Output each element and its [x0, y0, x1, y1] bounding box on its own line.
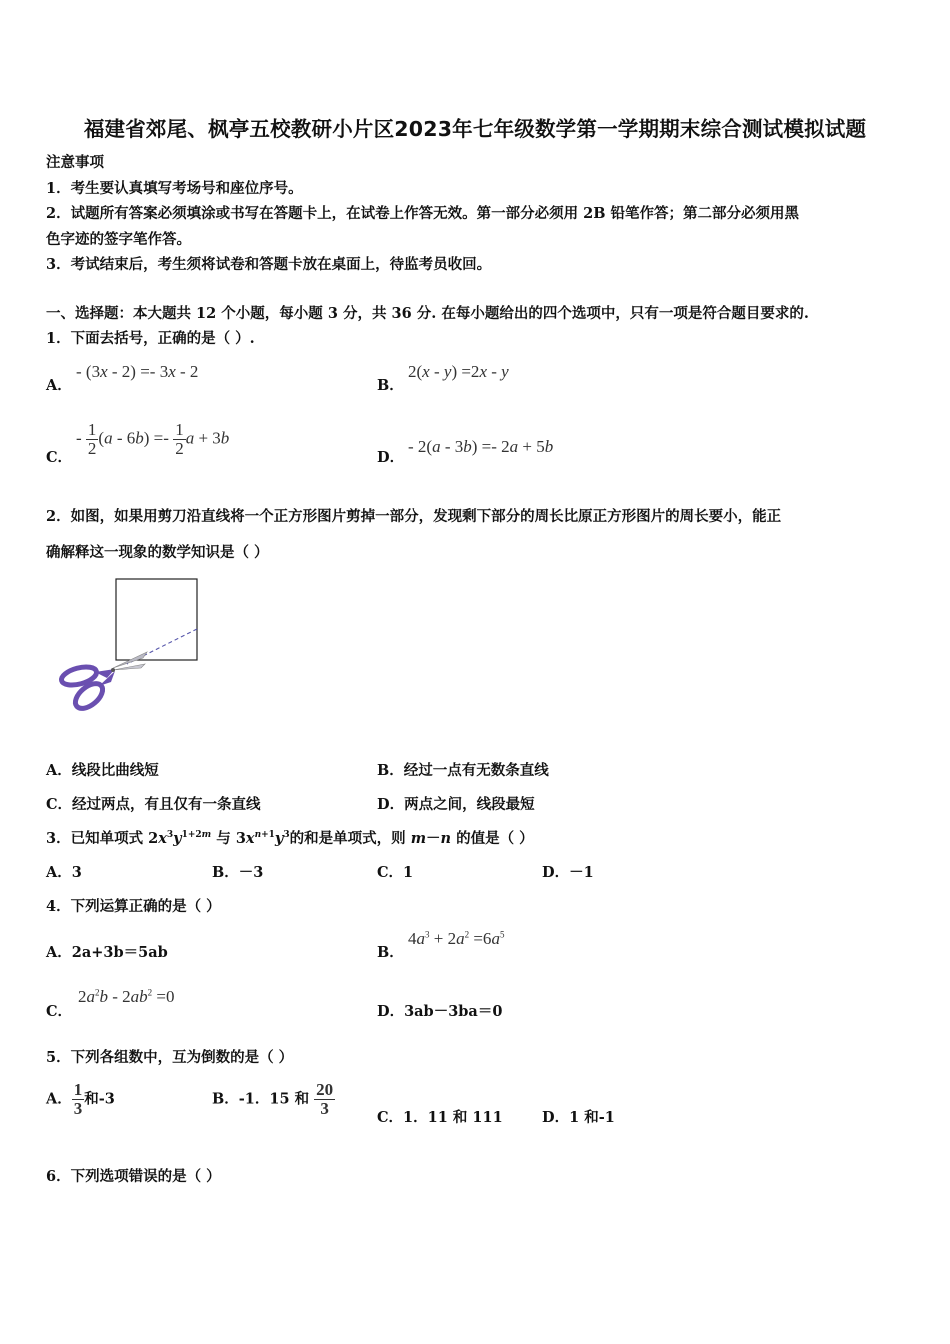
q4-option-c-expr: $2a^2b - 2ab^2 =0$ — [78, 987, 175, 1006]
q6-stem: 6．下列选项错误的是（ ） — [46, 1168, 221, 1185]
q1-option-c-label: C． — [46, 449, 73, 466]
q1-option-d-expr: - 2(a - 3b) =- 2a + 5b — [408, 437, 554, 456]
q3-option-c: C．1 — [377, 864, 414, 881]
page-title: 福建省郊尾、枫亭五校教研小片区2023年七年级数学第一学期期末综合测试模拟试题 — [83, 117, 867, 141]
fraction-half: $\frac{1}{2}$ — [87, 420, 97, 458]
q3-option-a: A．3 — [46, 864, 82, 881]
q3-option-d: D．－1 — [542, 864, 594, 881]
q4-option-b-expr: $4a^3 + 2a^2 =6a^5$ — [408, 929, 505, 948]
q1-option-b-expr: 2(x - y) =2x - y — [408, 362, 509, 381]
q5-stem: 5．下列各组数中，互为倒数的是（ ） — [46, 1049, 294, 1066]
q2-option-a: A．线段比曲线短 — [46, 762, 159, 779]
notice-item-1: 1．考生要认真填写考场号和座位序号。 — [46, 180, 303, 197]
q1-option-c-expr: - $\frac{1}{2}$ (a - 6b) =- $\frac{1}{2}$ a + 3b — [76, 420, 230, 458]
q5-option-b: B．-1．15 和 $\frac{20}{3}$ — [212, 1080, 334, 1118]
q2-option-b: B．经过一点有无数条直线 — [377, 762, 549, 779]
q2-option-c: C．经过两点，有且仅有一条直线 — [46, 796, 261, 813]
q4-option-a: A．2a+3b＝5ab — [46, 944, 168, 961]
fraction-half: $\frac{1}{2}$ — [175, 420, 184, 458]
notice-item-3: 3．考试结束后，考生须将试卷和答题卡放在桌面上，待监考员收回。 — [46, 256, 492, 273]
q1-option-a-label: A． — [46, 377, 72, 394]
q3-stem: 3．已知单项式 $2x^3y^{1+2m}$ 与 $3x^{n+1}y^3$的和是单项式，则 m－n 的值是（ ） — [46, 830, 534, 847]
q2-option-d: D．两点之间，线段最短 — [377, 796, 535, 813]
q2-stem-line1: 2．如图，如果用剪刀沿直线将一个正方形图片剪掉一部分，发现剩下部分的周长比原正方形图片的周长要小，能正 — [46, 508, 782, 525]
q1-stem: 1．下面去括号，正确的是（ ）. — [46, 330, 255, 347]
q4-stem: 4．下列运算正确的是（ ） — [46, 898, 221, 915]
notice-item-2-cont: 色字迹的签字笔作答。 — [46, 231, 191, 248]
q4-option-d: D．3ab－3ba＝0 — [377, 1003, 503, 1020]
q5-option-a: A． $\frac{1}{3}$ 和-3 — [46, 1080, 115, 1118]
q1-option-a-expr: - (3x - 2) =- 3x - 2 — [76, 362, 199, 381]
q5-option-c: C．1．11 和 111 — [377, 1109, 503, 1126]
notice-item-2: 2．试题所有答案必须填涂或书写在答题卡上，在试卷上作答无效。第一部分必须用 2B 铅笔作答；第二部分必须用黑 — [46, 205, 800, 222]
q1-option-b-label: B． — [377, 377, 404, 394]
fraction-twenty-thirds: $\frac{20}{3}$ — [316, 1080, 334, 1118]
square-shape — [116, 579, 197, 660]
q5-option-d: D．1 和-1 — [542, 1109, 615, 1126]
section-heading: 一、选择题：本大题共 12 个小题，每小题 3 分，共 36 分. 在每小题给出的四个选项中，只有一项是符合题目要求的. — [46, 305, 809, 322]
notice-heading: 注意事项 — [46, 154, 104, 171]
q2-stem-line2: 确解释这一现象的数学知识是（ ） — [46, 544, 269, 561]
scissors-icon — [60, 652, 147, 713]
fraction-one-third: $\frac{1}{3}$ — [73, 1080, 83, 1118]
q3-option-b: B．－3 — [212, 864, 264, 881]
q4-option-b-label: B． — [377, 944, 404, 961]
q1-option-d-label: D． — [377, 449, 405, 466]
scissors-square-figure — [55, 572, 215, 722]
q4-option-c-label: C． — [46, 1003, 73, 1020]
